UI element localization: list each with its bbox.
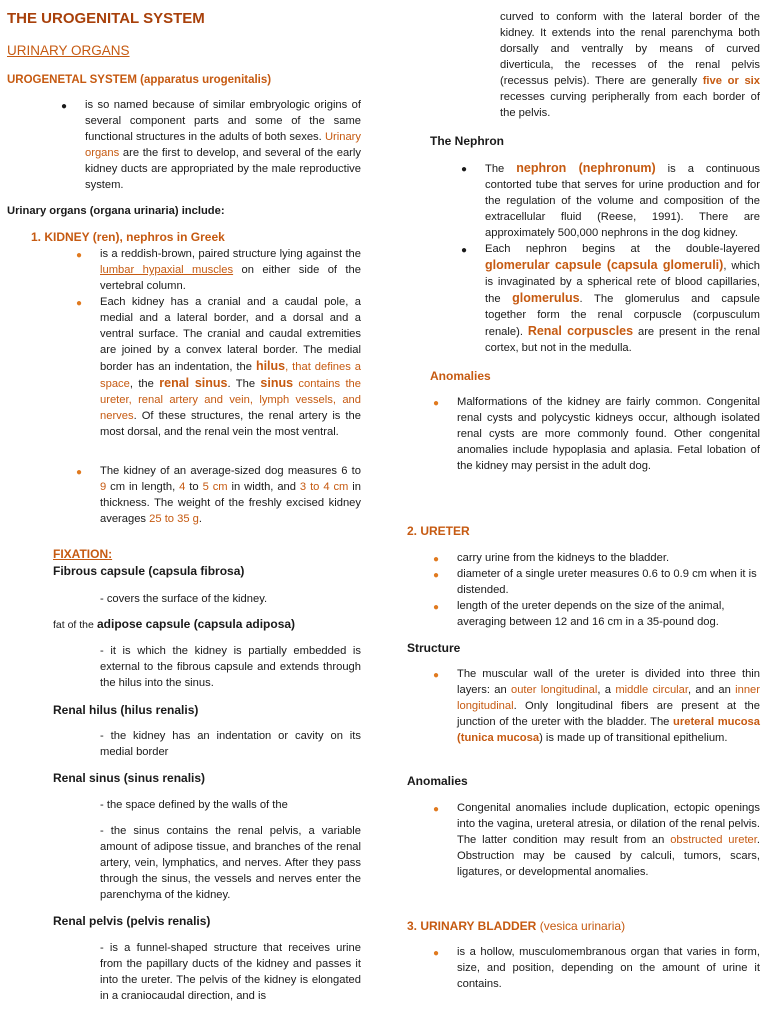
ureter-heading: 2. URETER [407, 524, 470, 538]
bullet: ● [433, 948, 440, 959]
renal-hilus-heading: Renal hilus (hilus renalis) [53, 703, 199, 717]
structure-heading: Structure [407, 641, 461, 655]
bullet: ● [461, 245, 468, 256]
renal-pelvis-heading: Renal pelvis (pelvis renalis) [53, 914, 211, 928]
title: THE UROGENITAL SYSTEM [7, 10, 205, 27]
bullet: ● [433, 570, 440, 581]
renal-sinus-text-2: - the sinus contains the renal pelvis, a variable amount of adipose tissue, and branches of the renal artery, vein, lymphatics, and nerves. After they pass through the sinus, the vessels and nerves enter the parenchyma of the kidney. [100, 825, 361, 901]
kidney-point-2: Each kidney has a cranial and a caudal pole, a medial and a lateral border, and a dorsal and a ventral surface. The cranial and caudal extremities are joined by a convex lateral border. The medial border has an indentation, the hilus, that defines a space, the renal sinus. The sinus contains the ureter, renal artery and vein, lymph vessels, and nerves. Of these structures, the renal artery is the most dorsal, and the renal vein the most ventral. [100, 296, 362, 438]
anomalies-heading: Anomalies [430, 369, 491, 383]
bullet: ● [433, 554, 440, 565]
renal-pelvis-text: - is a funnel-shaped structure that receives urine from the papillary ducts of the kidney and passes it into the ureter. The pelvis of the kidney is elongated in a craniocaudal direction, and is [100, 942, 361, 1002]
bullet: ● [433, 670, 440, 681]
nephron-heading: The Nephron [430, 134, 504, 148]
bullet: ● [76, 467, 83, 478]
adipose-capsule-text: - it is which the kidney is partially embedded is external to the fibrous capsule and extends through the hilus into the sinus. [100, 645, 361, 689]
nephron-point-2: Each nephron begins at the double-layered glomerular capsule (capsula glomeruli), which is invaginated by a spherical rete of blood capillaries, the glomerulus. The glomerulus and capsule together form the renal corpuscle (corpusculum renale). Renal corpuscles are present in the renal cortex, but not in the medulla. [485, 243, 761, 354]
intro-paragraph: is so named because of similar embryologic origins of several component parts and some of the same functional structures in the adults of both sexes. Urinary organs are the first to develop, and several of the early kidney ducts are appropriated by the male reproductive system. [85, 99, 361, 191]
anomalies-text: Malformations of the kidney are fairly common. Congenital renal cysts and polycystic kidneys occur, although isolated renal cysts are more commonly found. Other congenital anomalies include hypoplasia and aplasia. Fetal lobation of the kidney may persist in the adult dog. [457, 396, 760, 472]
adipose-capsule-heading: fat of the adipose capsule (capsula adiposa) [53, 617, 296, 631]
ureter-point-1: carry urine from the kidneys to the bladder. [457, 552, 670, 564]
renal-pelvis-text-continued: curved to conform with the lateral border of the kidney. It extends into the renal parenchyma both dorsally and ventrally by means of curved diverticula, the recesses of the renal pelvis (recessus pelvis). There are generally five or six recesses curving peripherally from each border of the pelvis. [500, 11, 760, 119]
fixation-heading: FIXATION: [53, 547, 113, 561]
bullet: ● [433, 804, 440, 815]
kidney-point-3: The kidney of an average-sized dog measures 6 to 9 cm in length, 4 to 5 cm in width, and 3 to 4 cm in thickness. The weight of the freshly excised kidney averages 25 to 35 g. [100, 465, 362, 525]
structure-text: The muscular wall of the ureter is divided into three thin layers: an outer longitudinal, a middle circular, and an inner longitudinal. Only longitudinal fibers are present at the junction of the ureter with the bladder. The ureteral mucosa (tunica mucosa) is made up of transitional epithelium. [457, 668, 760, 744]
section-heading: UROGENETAL SYSTEM (apparatus urogenitalis) [7, 74, 272, 86]
subtitle: URINARY ORGANS [7, 43, 130, 58]
ureter-anomalies-heading: Anomalies [407, 774, 468, 788]
bullet: ● [76, 250, 83, 261]
renal-hilus-text: - the kidney has an indentation or cavity on its medial border [100, 730, 361, 758]
kidney-point-1: is a reddish-brown, paired structure lying against the lumbar hypaxial muscles on either side of the vertebral column. [100, 248, 361, 292]
fibrous-capsule-text: - covers the surface of the kidney. [100, 593, 268, 605]
bullet: ● [76, 298, 83, 309]
renal-sinus-text-1: - the space defined by the walls of the [100, 799, 288, 811]
fibrous-capsule-heading: Fibrous capsule (capsula fibrosa) [53, 564, 245, 578]
bladder-heading: 3. URINARY BLADDER (vesica urinaria) [407, 919, 626, 933]
kidney-heading: 1. KIDNEY (ren), nephros in Greek [31, 230, 225, 244]
ureter-point-2: diameter of a single ureter measures 0.6 to 0.9 cm when it is distended. [457, 568, 757, 596]
bullet: ● [61, 101, 68, 112]
nephron-point-1: The nephron (nephronum) is a continuous contorted tube that serves for urine production and for the regulation of the volume and composition of the extracellular fluid (Reese, 1991). There are approximately 500,000 nephrons in the dog kidney. [485, 161, 761, 239]
ureter-anomalies-text: Congenital anomalies include duplication, ectopic openings into the vagina, ureteral atresia, or dilation of the renal pelvis. The latter condition may result from an obstructed ureter. Obstruction may be caused by calculi, tumors, scars, ligatures, or developmental anomalies. [457, 802, 760, 878]
bladder-point-1: is a hollow, musculomembranous organ that varies in form, size, and position, depending on the amount of urine it contains. [457, 946, 760, 990]
bullet: ● [433, 398, 440, 409]
ureter-point-3: length of the ureter depends on the size of the animal, averaging between 12 and 16 cm in a 35-pound dog. [457, 600, 725, 628]
bullet: ● [461, 164, 468, 175]
include-heading: Urinary organs (organa urinaria) include: [7, 205, 225, 217]
bullet: ● [433, 602, 440, 613]
renal-sinus-heading: Renal sinus (sinus renalis) [53, 771, 206, 785]
